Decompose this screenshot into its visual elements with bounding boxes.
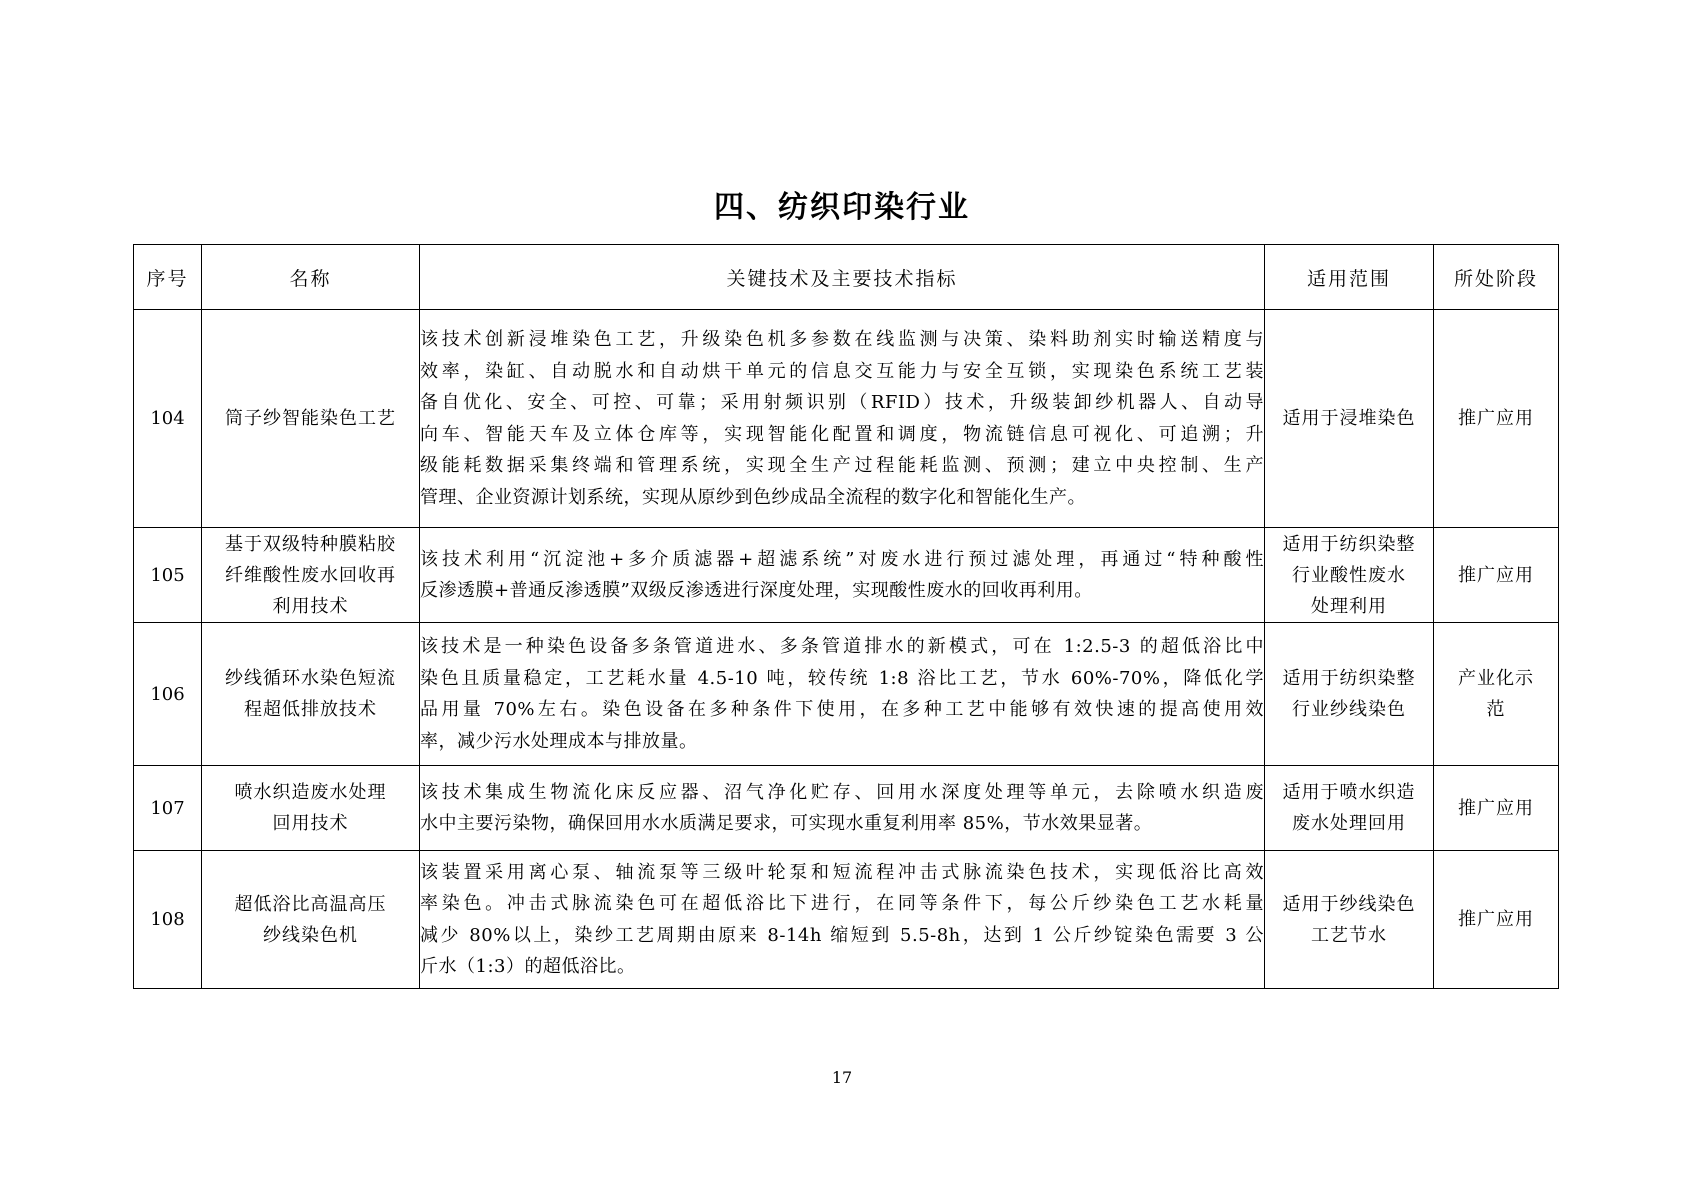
row-name-line: 喷水织造废水处理 <box>234 782 387 803</box>
row-scope-line: 废水处理回用 <box>1292 813 1406 834</box>
tech-line: 该技术集成生物流化床反应器、沼气净化贮存、回用水深度处理等单元，去除喷水织造废 <box>420 781 1264 803</box>
row-name-line: 纤维酸性废水回收再 <box>225 564 396 586</box>
row-name-line: 基于双级特种膜粘胶 <box>225 533 396 555</box>
tech-line: 减少 80%以上，染纱工艺周期由原来 8-14h 缩短到 5.5-8h，达到 1 公斤纱锭染色需要 3 公 <box>420 924 1264 946</box>
row-scope <box>1265 623 1434 766</box>
tech-line: 率染色。冲击式脉流染色可在超低浴比下进行，在同等条件下，每公斤纱染色工艺水耗量 <box>420 893 1264 914</box>
row-scope-line: 行业酸性废水 <box>1292 564 1406 586</box>
tech-line: 该技术是一种染色设备多条管道进水、多条管道排水的新模式，可在 1:2.5-3 的超低浴比中 <box>420 636 1264 657</box>
row-scope <box>1265 528 1434 623</box>
row-stage-line: 推广应用 <box>1458 564 1534 586</box>
row-name-line: 利用技术 <box>272 595 349 617</box>
row-stage-line: 推广应用 <box>1458 797 1534 819</box>
technology-table <box>133 244 1559 989</box>
row-name-line: 超低浴比高温高压 <box>234 893 387 915</box>
table-row <box>134 766 1559 851</box>
row-scope-line: 处理利用 <box>1311 595 1387 617</box>
row-key-technology <box>420 766 1265 851</box>
row-scope-line: 适用于喷水织造 <box>1282 782 1416 803</box>
tech-line: 斤水（1:3）的超低浴比。 <box>420 956 636 977</box>
row-scope-line: 行业纱线染色 <box>1292 699 1406 720</box>
row-number: 108 <box>134 851 202 989</box>
row-number: 104 <box>134 310 202 528</box>
tech-line: 效率，染缸、自动脱水和自动烘干单元的信息交互能力与安全互锁，实现染色系统工艺装 <box>420 360 1264 382</box>
tech-line: 率，减少污水处理成本与排放量。 <box>420 730 698 752</box>
tech-line: 该技术利用“沉淀池+多介质滤器+超滤系统”对废水进行预过滤处理，再通过“特种酸性 <box>420 548 1264 570</box>
row-scope-line: 适用于纺织染整 <box>1282 668 1416 689</box>
row-name <box>202 766 420 851</box>
table-row <box>134 851 1559 989</box>
tech-line: 该装置采用离心泵、轴流泵等三级叶轮泵和短流程冲击式脉流染色技术，实现低浴比高效 <box>420 861 1264 883</box>
tech-line: 水中主要污染物，确保回用水水质满足要求，可实现水重复利用率 85%，节水效果显著。 <box>420 813 1153 834</box>
table-row <box>134 310 1559 528</box>
row-name <box>202 310 420 528</box>
row-stage <box>1434 310 1559 528</box>
row-name-line: 程超低排放技术 <box>244 699 377 720</box>
row-stage-line: 产业化示 <box>1458 668 1534 689</box>
row-scope <box>1265 851 1434 989</box>
row-stage <box>1434 851 1559 989</box>
tech-line: 染色且质量稳定，工艺耗水量 4.5-10 吨，较传统 1:8 浴比工艺，节水 60%-70%，降低化学 <box>420 667 1264 689</box>
row-number: 107 <box>134 766 202 851</box>
row-scope <box>1265 766 1434 851</box>
row-key-technology <box>420 528 1265 623</box>
row-name-line: 纱线染色机 <box>263 924 358 946</box>
row-number: 105 <box>134 528 202 623</box>
tech-line: 反渗透膜+普通反渗透膜”双级反渗透进行深度处理，实现酸性废水的回收再利用。 <box>420 580 1093 601</box>
row-stage <box>1434 528 1559 623</box>
table-row <box>134 528 1559 623</box>
tech-line: 级能耗数据采集终端和管理系统，实现全生产过程能耗监测、预测；建立中央控制、生产 <box>420 455 1264 476</box>
row-key-technology <box>420 623 1265 766</box>
header-name: 名称 <box>202 245 420 310</box>
tech-line: 向车、智能天车及立体仓库等，实现智能化配置和调度，物流链信息可视化、可追溯；升 <box>420 423 1264 445</box>
page-title: 四、纺织印染行业 <box>714 190 970 225</box>
row-scope-line: 适用于纺织染整 <box>1282 533 1416 555</box>
header-number: 序号 <box>134 245 202 310</box>
header-key-technology: 关键技术及主要技术指标 <box>420 245 1265 310</box>
row-scope-line: 适用于纱线染色 <box>1282 893 1416 915</box>
page-number: 17 <box>831 1068 853 1087</box>
row-scope <box>1265 310 1434 528</box>
tech-line: 管理、企业资源计划系统，实现从原纱到色纱成品全流程的数字化和智能化生产。 <box>420 486 1086 508</box>
header-scope: 适用范围 <box>1265 245 1434 310</box>
row-name-line: 纱线循环水染色短流 <box>225 668 396 689</box>
row-scope-line: 工艺节水 <box>1311 924 1387 946</box>
row-name-line: 回用技术 <box>272 813 349 834</box>
row-name <box>202 623 420 766</box>
tech-line: 品用量 70%左右。染色设备在多种条件下使用，在多种工艺中能够有效快速的提高使用效 <box>420 699 1264 720</box>
row-number: 106 <box>134 623 202 766</box>
table-header-row <box>134 245 1559 310</box>
row-name <box>202 528 420 623</box>
row-stage-line: 范 <box>1486 699 1506 720</box>
row-key-technology <box>420 851 1265 989</box>
row-stage <box>1434 623 1559 766</box>
tech-line: 备自优化、安全、可控、可靠；采用射频识别（RFID）技术，升级装卸纱机器人、自动导 <box>420 392 1264 413</box>
tech-line: 该技术创新浸堆染色工艺，升级染色机多参数在线监测与决策、染料助剂实时输送精度与 <box>420 329 1264 350</box>
row-stage-line: 推广应用 <box>1458 909 1534 930</box>
row-scope-line: 适用于浸堆染色 <box>1282 408 1416 429</box>
row-key-technology <box>420 310 1265 528</box>
header-stage: 所处阶段 <box>1434 245 1559 310</box>
table-row <box>134 623 1559 766</box>
row-name <box>202 851 420 989</box>
row-stage <box>1434 766 1559 851</box>
row-name-line: 筒子纱智能染色工艺 <box>225 408 396 429</box>
row-stage-line: 推广应用 <box>1458 408 1534 429</box>
